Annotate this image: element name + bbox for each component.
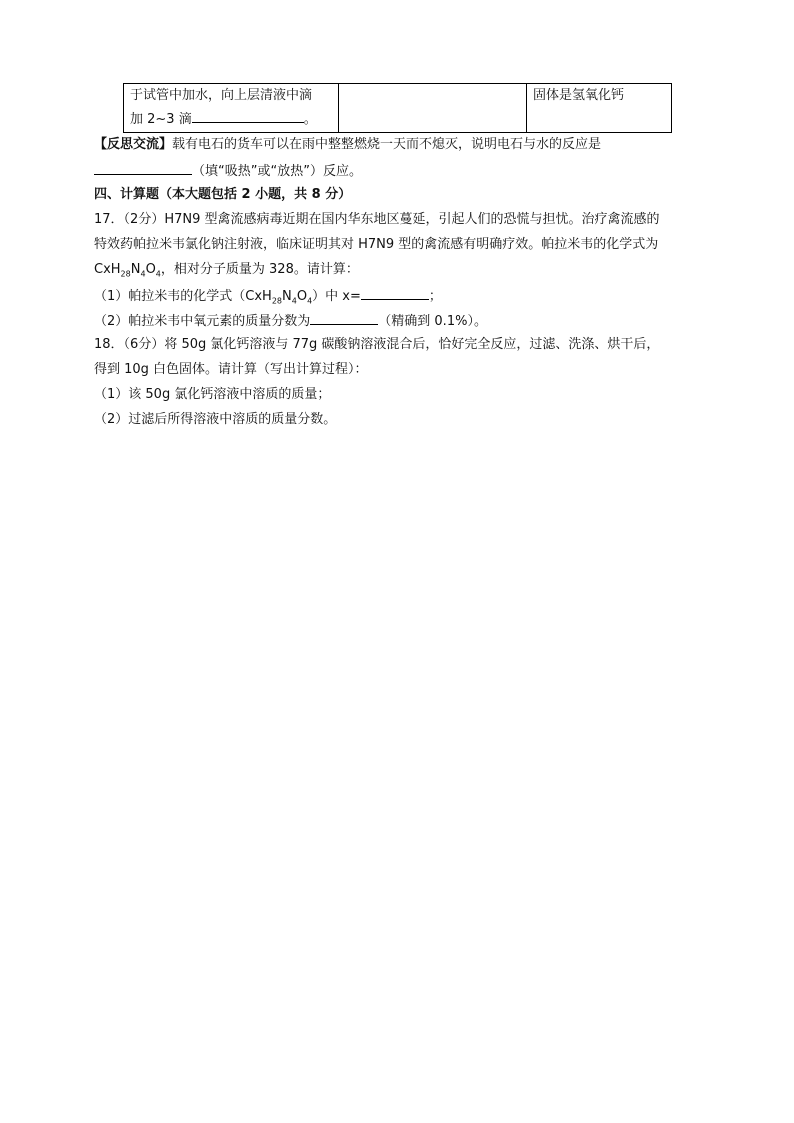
answer-blank[interactable] <box>94 160 192 175</box>
q18-line1: 18．（6分）将 50g 氯化钙溶液与 77g 碳酸钠溶液混合后，恰好完全反应，过滤、洗涤、烘干后， <box>94 337 660 352</box>
q18-line2: 得到 10g 白色固体。请计算（写出计算过程）： <box>94 362 368 377</box>
reflection-line2: （填“吸热”或“放热”）反应。 <box>94 160 362 182</box>
q18-sub1: （1）该 50g 氯化钙溶液中溶质的质量； <box>94 387 331 402</box>
reflection-line1: 【反思交流】载有电石的货车可以在雨中整整燃烧一天而不熄灭，说明电石与水的反应是 <box>94 137 602 152</box>
experiment-table <box>123 83 672 133</box>
step-cell: 于试管中加水，向上层清液中滴 加 2~3 滴 。 <box>124 84 339 133</box>
phenomenon-cell <box>339 84 527 133</box>
section-title: 四、计算题（本大题包括 2 小题，共 8 分） <box>94 187 352 202</box>
answer-blank[interactable] <box>192 108 304 123</box>
q18-sub2: （2）过滤后所得溶液中溶质的质量分数。 <box>94 412 337 427</box>
q17-sub2: （2）帕拉米韦中氧元素的质量分数为 （精确到 0.1%）。 <box>94 310 487 332</box>
q17-line2: 特效药帕拉米韦氯化钠注射液，临床证明其对 H7N9 型的禽流感有明确疗效。帕拉米韦的化学式为 <box>94 237 659 252</box>
answer-blank[interactable] <box>310 310 378 325</box>
reflection-heading: 【反思交流】 <box>94 137 173 152</box>
q17-line3: $CxH_{28}N_4O_4$，相对分子质量为 328。请计算： <box>94 262 359 279</box>
q17-sub1: （1）帕拉米韦的化学式$(CxH_{28}N_4O_4)$中 x= ； <box>94 285 442 312</box>
q17-line1: 17．（2分）H7N9 型禽流感病毒近期在国内华东地区蔓延，引起人们的恐慌与担忧。治疗禽流感的 <box>94 212 660 227</box>
table-row <box>124 84 672 133</box>
conclusion-cell: 固体是氢氧化钙 <box>527 84 672 133</box>
answer-blank[interactable] <box>361 285 429 300</box>
